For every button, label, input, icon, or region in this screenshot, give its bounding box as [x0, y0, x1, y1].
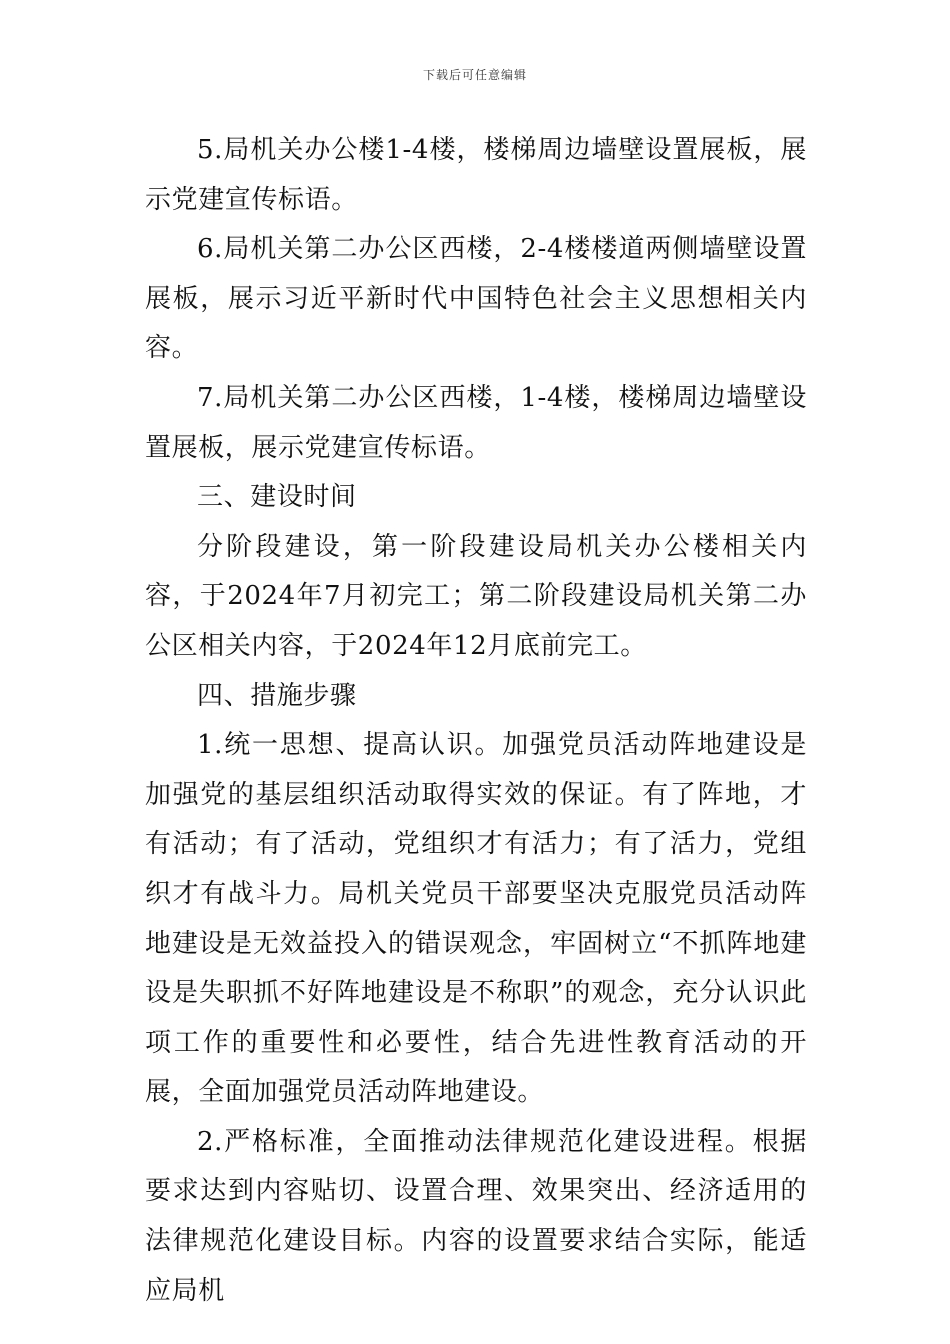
paragraph-construction-time: 分阶段建设，第一阶段建设局机关办公楼相关内容，于2024年7月初完工；第二阶段建设局机关第二办公区相关内容，于2024年12月底前完工。: [145, 531, 807, 661]
paragraph-item-5: 5.局机关办公楼1-4楼，楼梯周边墙壁设置展板，展示党建宣传标语。: [145, 135, 807, 215]
document-body: [145, 126, 807, 1316]
page-header: 下载后可任意编辑: [422, 68, 527, 82]
paragraph-item-7: 7.局机关第二办公区西楼，1-4楼，楼梯周边墙壁设置展板，展示党建宣传标语。: [145, 382, 807, 463]
section-heading-construction-time: 三、建设时间: [197, 482, 357, 513]
paragraph-measure-1: 1.统一思想、提高认识。加强党员活动阵地建设是加强党的基层组织活动取得实效的保证。有了阵地，才有活动；有了活动，党组织才有活力；有了活力，党组织才有战斗力。局机关党员干部要坚决克服党员活动阵地建设是无效益投入的错误观念，牢固树立“不抓阵地建设是失职抓不好阵地建设是不称职”的观念，充分认识此项工作的重要性和必要性，结合先进性教育活动的开展，全面加强党员活动阵地建设。: [145, 730, 807, 1108]
paragraph-item-6: 6.局机关第二办公区西楼，2-4楼楼道两侧墙壁设置展板，展示习近平新时代中国特色社会主义思想相关内容。: [145, 234, 807, 364]
section-heading-measures: 四、措施步骤: [197, 680, 357, 711]
paragraph-measure-2: 2.严格标准，全面推动法律规范化建设进程。根据要求达到内容贴切、设置合理、效果突出、经济适用的法律规范化建设目标。内容的设置要求结合实际，能适应局机: [145, 1126, 807, 1306]
